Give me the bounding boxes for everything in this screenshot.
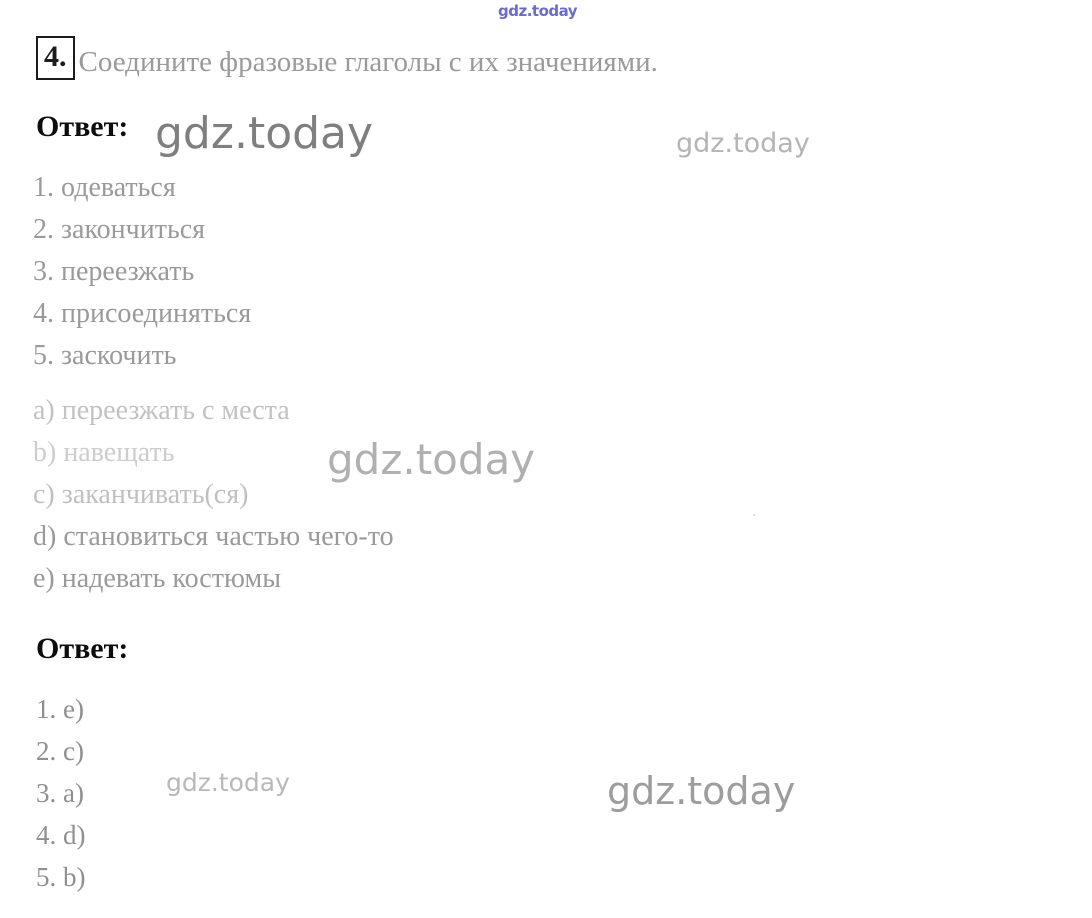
numbered-list — [33, 167, 251, 377]
answer-label-top: Ответ: — [36, 110, 129, 143]
list-item: 5. заскочить — [33, 340, 177, 371]
list-item: 2. закончиться — [33, 214, 206, 245]
list-item: d) становиться частью чего-то — [33, 521, 394, 552]
list-item: e) надевать костюмы — [33, 563, 282, 594]
list-item: a) переезжать с места — [33, 395, 290, 426]
watermark-dot: . — [752, 505, 757, 520]
list-item: 5. b) — [36, 862, 86, 892]
watermark-5: gdz.today — [607, 769, 796, 813]
watermark-4: gdz.today — [166, 768, 290, 797]
task-number: 4. — [36, 36, 75, 80]
matches-list — [36, 688, 86, 898]
watermark-3: gdz.today — [327, 435, 536, 484]
list-item: b) навещать — [33, 437, 175, 468]
list-item: 3. переезжать — [33, 256, 195, 287]
task-instruction: Соедините фразовые глаголы с их значениями. — [78, 46, 658, 78]
watermark-2: gdz.today — [676, 128, 810, 159]
list-item: 1. одеваться — [33, 172, 176, 203]
watermark-1: gdz.today — [155, 108, 374, 159]
task-header — [36, 36, 658, 82]
list-item: 2. c) — [36, 736, 84, 766]
list-item: 4. присоединяться — [33, 298, 252, 329]
list-item: 3. a) — [36, 778, 84, 808]
lettered-list — [33, 390, 394, 600]
watermark-top: gdz.today — [498, 2, 578, 20]
list-item: 1. e) — [36, 694, 84, 724]
list-item: 4. d) — [36, 820, 86, 850]
list-item: c) заканчивать(ся) — [33, 479, 249, 510]
answer-label-bottom: Ответ: — [36, 632, 129, 665]
